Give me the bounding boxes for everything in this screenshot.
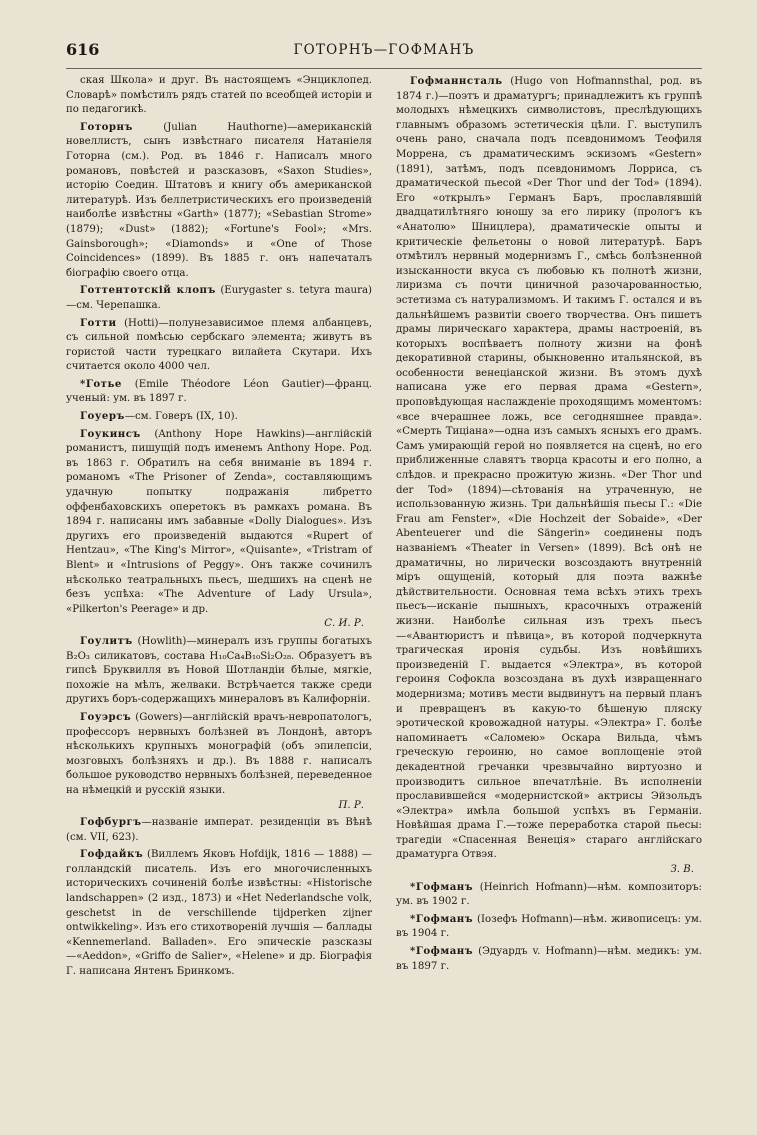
- entry-text: (Anthony Hope Hawkins)—англійскій романистъ, пишущій подъ именемъ Anthony Hope. Род. въ 1863 г. Обратилъ на себя вниманіе въ 1894 г. романомъ «The Prisoner of Zenda», составляющимъ удачную попытку подражанія либретто оффенбаховскихъ оперетокъ въ рамкахъ романа. Въ 1894 г. написаны имъ забавные «Dolly Dialogues». Изъ другихъ его произведеній выдаются «Rupert of Hentzau», «The King's Mirror», «Quisante», «Tristram of Blent» и «Intrusions of Peggy». Онъ также сочинилъ нѣсколько театральныхъ пьесъ, шедшихъ на сценѣ не безъ успѣха: «The Adventure of Lady Ursula», «Pilkerton's Peerage» и др.: [66, 428, 372, 615]
- dictionary-entry: [66, 634, 372, 708]
- entry-headword: *Гофманъ: [410, 945, 474, 958]
- entry-text: (Julian Hauthorne)—американскій новеллистъ, сынъ извѣстнаго писателя Натаніеля Готорна (см.). Род. въ 1846 г. Написалъ много романовъ, повѣстей и разсказовъ, «Saxon Studies», исторію Соедин. Штатовъ и книгу объ американской литературѣ. Изъ беллетристическихъ его произведеній наиболѣе извѣстны «Garth» (1877); «Sebastian Strome» (1879); «Dust» (1882); «Fortune's Fool»; «Mrs. Gainsborough»; «Diamonds» и «One of Those Coincidences» (1899). Въ 1885 г. онъ напечаталъ біографію своего отца.: [66, 121, 372, 279]
- running-title: ГОТОРНЪ—ГОФМАНЪ: [293, 42, 475, 58]
- entry-text: —названіе императ. резиденціи въ Вѣнѣ (см. VII, 623).: [66, 817, 372, 843]
- entry-paragraph: [396, 74, 702, 863]
- entry-headword: Гоуэрсъ: [80, 710, 132, 723]
- dictionary-entry: [66, 427, 372, 632]
- dictionary-entry: [66, 377, 372, 407]
- dictionary-entry: [66, 74, 372, 118]
- dictionary-entry: [396, 880, 702, 910]
- entry-paragraph: [66, 634, 372, 708]
- entry-headword: *Готье: [80, 377, 122, 390]
- entry-text: (Howlith)—минералъ изъ группы богатыхъ B₂O₃ силикатовъ, состава H₁₀Ca₄B₁₀Si₂O₂₈. Образуетъ въ гипсѣ Бруквилля въ Новой Шотландіи бѣлые, мягкіе, похожіе на мѣлъ, желваки. Встрѣчается также среди другихъ боръ-содержащихъ минераловъ въ Калифорніи.: [66, 635, 372, 706]
- entry-headword: Гофбургъ: [80, 816, 142, 829]
- entry-paragraph: [66, 847, 372, 979]
- entry-paragraph: [396, 880, 702, 910]
- entry-text: (Gowers)—англійскій врачъ-невропатологъ, профессоръ нервныхъ болѣзней въ Лондонѣ, авторъ нѣсколькихъ крупныхъ монографій (объ эпилепсіи, мозговыхъ болѣзняхъ и др.). Въ 1888 г. написалъ большое руководство нервныхъ болѣзней, переведенное на нѣмецкій и русскій языки.: [66, 711, 372, 796]
- entry-headword: Готтентотскій клопъ: [80, 284, 216, 297]
- left-column: [66, 74, 372, 982]
- entry-paragraph: [66, 120, 372, 282]
- entry-paragraph: [396, 944, 702, 974]
- entry-text: (Hotti)—полунезависимое племя албанцевъ, съ сильной помѣсью сербскаго элемента; живутъ въ гористой части турецкаго вилайета Скутари. Ихъ считается около 4000 чел.: [66, 317, 372, 373]
- entry-text: ская Школа» и друг. Въ настоящемъ «Энциклопед. Словарѣ» помѣстилъ рядъ статей по всеобщей исторіи и по педагогикѣ.: [66, 75, 372, 116]
- entry-headword: Гоуеръ: [80, 410, 125, 423]
- dictionary-entry: [66, 283, 372, 313]
- entry-text: —см. Говеръ (IX, 10).: [124, 411, 238, 423]
- dictionary-entry: [66, 815, 372, 845]
- entry-text: (Emile Théodore Léon Gautier)—франц. ученый: ум. въ 1897 г.: [66, 378, 372, 405]
- entry-text: (Heinrich Hofmann)—нѣм. композиторъ: ум. въ 1902 г.: [396, 881, 702, 908]
- entry-text: (Виллемъ Яковъ Hofdijk, 1816 — 1888) — голландскій писатель. Изъ его многочисленныхъ историческихъ сочиненій болѣе извѣстны: «Historische landschappen» (2 изд., 1873) и «Het Nederlandsche volk, geschetst in de verschillende tijdperken zijner ontwikkeling». Изъ его стихотвореній лучшія — баллады «Kennemerland. Balladen». Его эпическіе разсказы—«Aeddon», «Griffo de Salier», «Helene» и др. Біографія Г. написана Янтенъ Бринкомъ.: [66, 849, 372, 978]
- right-column: [396, 74, 702, 976]
- entry-headword: Готорнъ: [80, 120, 133, 133]
- entry-headword: *Гофманъ: [410, 880, 474, 893]
- header-rule: [66, 68, 702, 69]
- entry-paragraph: [66, 427, 372, 618]
- dictionary-entry: [396, 912, 702, 942]
- entry-signature: З. В.: [670, 864, 694, 876]
- dictionary-entry: [66, 120, 372, 282]
- dictionary-entry: [66, 710, 372, 813]
- entry-signature: С. И. Р.: [324, 618, 364, 630]
- dictionary-entry: [396, 74, 702, 878]
- entry-text: (Іозефъ Hofmann)—нѣм. живописецъ: ум. въ 1904 г.: [396, 913, 702, 940]
- entry-text: (Hugo von Hofmannsthal, род. въ 1874 г.)—поэтъ и драматургъ; принадлежитъ къ группѣ молодыхъ нѣмецкихъ символистовъ, преслѣдующихъ главнымъ образомъ эстетическія цѣли. Г. выступилъ очень рано, сначала подъ псевдонимомъ Теофиля Моррена, съ драматическимъ эскизомъ «Gestern» (1891), затѣмъ, подъ псевдонимомъ Лорриса, съ драматической пьесой «Der Thor und der Tod» (1894). Его «открылъ» Германъ Баръ, прославлявшій двадцатилѣтняго юношу за его лирику (прологъ къ «Анатолю» Шницлера), драматическіе опыты и критическіе фельетоны о новой литературѣ. Баръ отмѣтилъ нервный модернизмъ Г., смѣсь болѣзненной изысканности вкуса съ любовью къ полнотѣ жизни, лиризма съ почти циничной разочарованностью, эстетизма съ натурализмомъ. И такимъ Г. остался и въ дальнѣйшемъ развитіи своего творчества. Онъ пишетъ драмы лирическаго характера, драмы настроеній, въ которыхъ воспѣваетъ полноту жизни на фонѣ декоративной старины, обыкновенно итальянской, въ особенности венеціанской жизни. Въ этомъ духѣ написана уже его первая драма «Gestern», проповѣдующая наслажденіе проходящимъ моментомъ: «все вчерашнее ложь, все сегодняшнее правда». «Смерть Тиціана»—одна изъ самыхъ ясныхъ его драмъ. Самъ умирающій герой но появляется на сценѣ, но его приближенные славятъ творца красоты и его полно, а слѣдов. и прекрасно прожитую жизнь. «Der Thor und der Tod» (1894)—сѣтованія на утраченную, не использованную жизнь. Три дальнѣйшія пьесы Г.: «Die Frau am Fenster», «Die Hochzeit der Sobaide», «Der Abenteuerer und die Sängerin» соединены подъ названіемъ «Theater in Versen» (1899). Всѣ онѣ не драматичны, но лирически возсоздаютъ внутренній міръ ощущеній, который для поэта важнѣе дѣйствительности. Основная тема всѣхъ этихъ трехъ пьесъ—исканіе пышныхъ, красочныхъ отраженій жизни. Наиболѣе сильная изъ трехъ пьесъ—«Авантюристъ и пѣвица», въ которой подчеркнута трагическая иронія судьбы. Изъ новѣйшихъ произведеній Г. выдается «Электра», въ которой героиня Софокла возсоздана въ духѣ извращеннаго модернизма; мотивъ мести выдвинутъ на первый планъ и превращенъ въ какую-то бѣшеную пляску эротической кровожадной натуры. «Электра» Г. болѣе напоминаетъ «Саломею» Оскара Вильда, чѣмъ греческую героиню, но самое воплощеніе этой декадентной гречанки чрезвычайно виртуозно и производитъ сильное впечатлѣніе. Въ исполненіи прославившейся «модернистской» актрисы Эйзольдъ «Электра» имѣла большой успѣхъ въ Германіи. Новѣйшая драма Г.—тоже переработка старой пьесы: трагедіи «Спасенная Венеція» стараго англійскаго драматурга Отвэя.: [396, 76, 702, 861]
- entry-signature: П. Р.: [338, 799, 364, 811]
- entry-headword: Гоулитъ: [80, 634, 133, 647]
- page-number: 616: [66, 40, 100, 59]
- dictionary-entry: [396, 944, 702, 974]
- entry-paragraph: [66, 815, 372, 845]
- entry-headword: Готти: [80, 316, 117, 329]
- entry-text: (Eurygaster s. tetyra maura)—см. Черепашка.: [66, 285, 373, 311]
- entry-paragraph: [66, 710, 372, 799]
- entry-headword: *Гофманъ: [410, 912, 474, 925]
- entry-paragraph: [396, 912, 702, 942]
- entry-paragraph: [66, 316, 372, 375]
- page-header: [66, 40, 702, 70]
- entry-paragraph: [66, 283, 372, 313]
- entry-paragraph: [66, 377, 372, 407]
- entry-headword: Гофдайкъ: [80, 848, 144, 861]
- entry-paragraph: [66, 74, 372, 118]
- dictionary-entry: [66, 409, 372, 425]
- entry-text: (Эдуардъ v. Hofmann)—нѣм. медикъ: ум. въ 1897 г.: [396, 946, 702, 972]
- dictionary-entry: [66, 847, 372, 979]
- entry-paragraph: [66, 409, 372, 425]
- dictionary-entry: [66, 316, 372, 375]
- entry-headword: Гоукинсъ: [80, 427, 141, 440]
- entry-headword: Гофманнсталь: [410, 75, 503, 87]
